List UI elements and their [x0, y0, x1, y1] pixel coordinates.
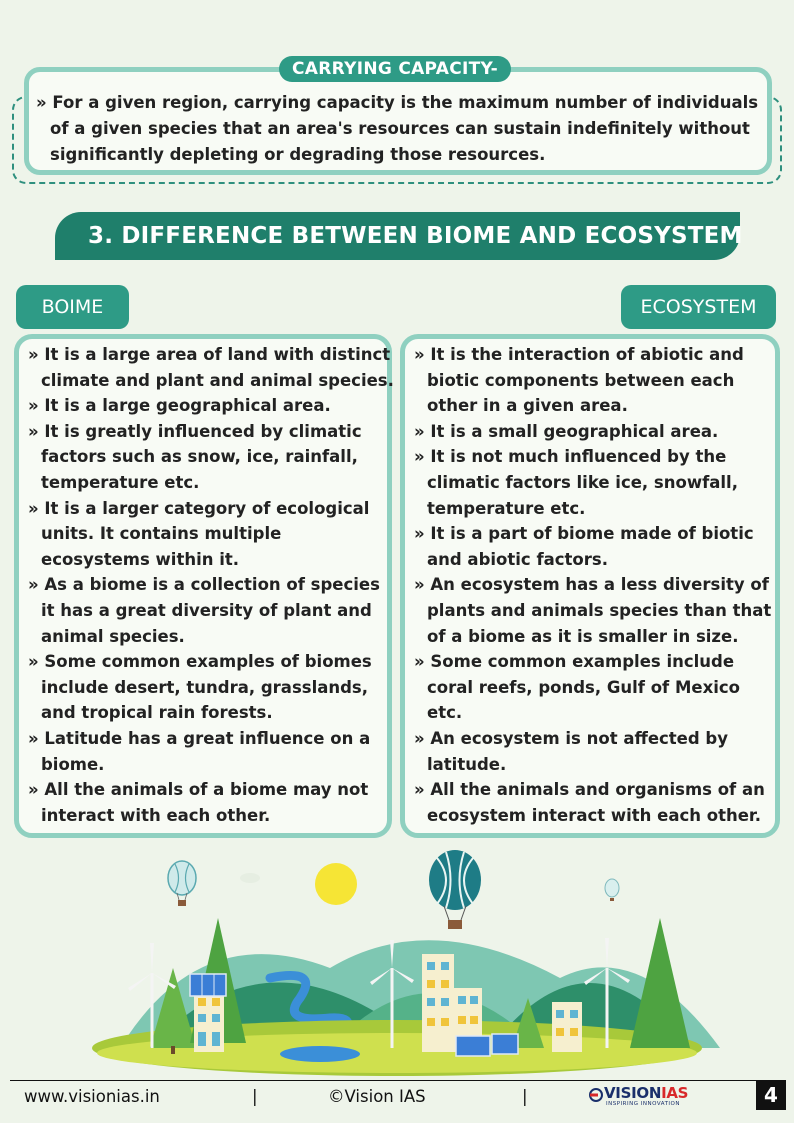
vision-ias-logo [588, 1083, 698, 1111]
biome-point-line: » As a biome is a collection of species [28, 575, 380, 595]
section-heading: 3. DIFFERENCE BETWEEN BIOME AND ECOSYSTEM [88, 223, 743, 249]
biome-point-line: » It is a larger category of ecological [28, 498, 370, 518]
hot-air-balloon-icon [168, 861, 196, 906]
ecosystem-point-line: plants and animals species than that [427, 600, 772, 620]
footer-separator: | [522, 1087, 528, 1106]
page-number: 4 [756, 1080, 786, 1110]
logo-name: VISIONIAS [604, 1084, 689, 1102]
ecosystem-point-line: ecosystem interact with each other. [427, 805, 761, 825]
carrying-capacity-title: CARRYING CAPACITY- [279, 56, 511, 82]
carrying-capacity-line: significantly depleting or degrading those resources. [50, 145, 546, 164]
building-icon [552, 1002, 582, 1052]
ecosystem-point-line: climatic factors like ice, snowfall, [427, 472, 738, 492]
biome-point-line: and tropical rain forests. [41, 703, 273, 723]
ecosystem-point-line: » An ecosystem is not affected by [414, 728, 728, 748]
ecosystem-point-line: etc. [427, 703, 463, 723]
ecosystem-label: ECOSYSTEM [621, 285, 776, 329]
pond [280, 1046, 360, 1062]
biome-point-line: ecosystems within it. [41, 549, 240, 569]
ecosystem-point-line: » An ecosystem has a less diversity of [414, 575, 769, 595]
biome-point-line: biome. [41, 754, 105, 774]
ecosystem-point-line: latitude. [427, 754, 507, 774]
carrying-capacity-text [36, 90, 758, 168]
footer-separator: | [252, 1087, 258, 1106]
ecosystem-point-line: » It is not much influenced by the [414, 447, 727, 467]
biome-points [28, 342, 394, 828]
solar-panel-icon [190, 974, 226, 996]
sun-icon [315, 863, 357, 905]
ecosystem-point-line: of a biome as it is smaller in size. [427, 626, 739, 646]
carrying-capacity-line: of a given species that an area's resources can sustain indefinitely without [50, 119, 750, 138]
footer-copyright: ©Vision IAS [328, 1087, 426, 1106]
ecosystem-point-line: temperature etc. [427, 498, 586, 518]
logo-mark-icon [588, 1087, 604, 1103]
hot-air-balloon-icon [605, 879, 619, 901]
biome-point-line: » It is a large area of land with distinct [28, 345, 391, 364]
biome-point-line: » Some common examples of biomes [28, 652, 372, 672]
ecosystem-points [414, 342, 776, 828]
ecosystem-point-line: » It is a small geographical area. [414, 421, 719, 441]
biome-point-line: » Latitude has a great influence on a [28, 728, 371, 748]
hot-air-balloon-icon [429, 850, 481, 929]
biome-point-line: interact with each other. [41, 805, 271, 825]
ecosystem-point-line: biotic components between each [427, 370, 735, 390]
biome-point-line: units. It contains multiple [41, 524, 282, 544]
biome-point-line: » It is a large geographical area. [28, 396, 331, 416]
ecosystem-point-line: » All the animals and organisms of an [414, 780, 765, 800]
biome-point-line: temperature etc. [41, 472, 200, 492]
ecosystem-point-line: and abiotic factors. [427, 549, 608, 569]
ecosystem-point-line: coral reefs, ponds, Gulf of Mexico [427, 677, 741, 697]
carrying-capacity-line: » For a given region, carrying capacity is the maximum number of individuals [36, 93, 759, 112]
footer-website[interactable]: www.visionias.in [24, 1087, 160, 1106]
ecosystem-point-line: other in a given area. [427, 396, 628, 416]
ecosystem-point-line: » It is the interaction of abiotic and [414, 345, 744, 364]
biome-point-line: factors such as snow, ice, rainfall, [41, 447, 358, 467]
cloud-icon [240, 873, 260, 883]
landscape-illustration [0, 848, 794, 1078]
biome-point-line: include desert, tundra, grasslands, [41, 677, 369, 697]
footer-divider [10, 1080, 786, 1081]
building-icon [194, 990, 224, 1052]
biome-point-line: it has a great diversity of plant and [41, 600, 372, 620]
biome-point-line: » All the animals of a biome may not [28, 780, 369, 800]
biome-point-line: animal species. [41, 626, 185, 646]
logo-tagline: INSPIRING INNOVATION [606, 1101, 680, 1107]
biome-point-line: » It is greatly influenced by climatic [28, 421, 362, 441]
ecosystem-point-line: » Some common examples include [414, 652, 735, 672]
solar-panel-icon [456, 1034, 518, 1056]
biome-point-line: climate and plant and animal species. [41, 370, 394, 390]
ecosystem-point-line: » It is a part of biome made of biotic [414, 524, 754, 544]
biome-label: BOIME [16, 285, 129, 329]
